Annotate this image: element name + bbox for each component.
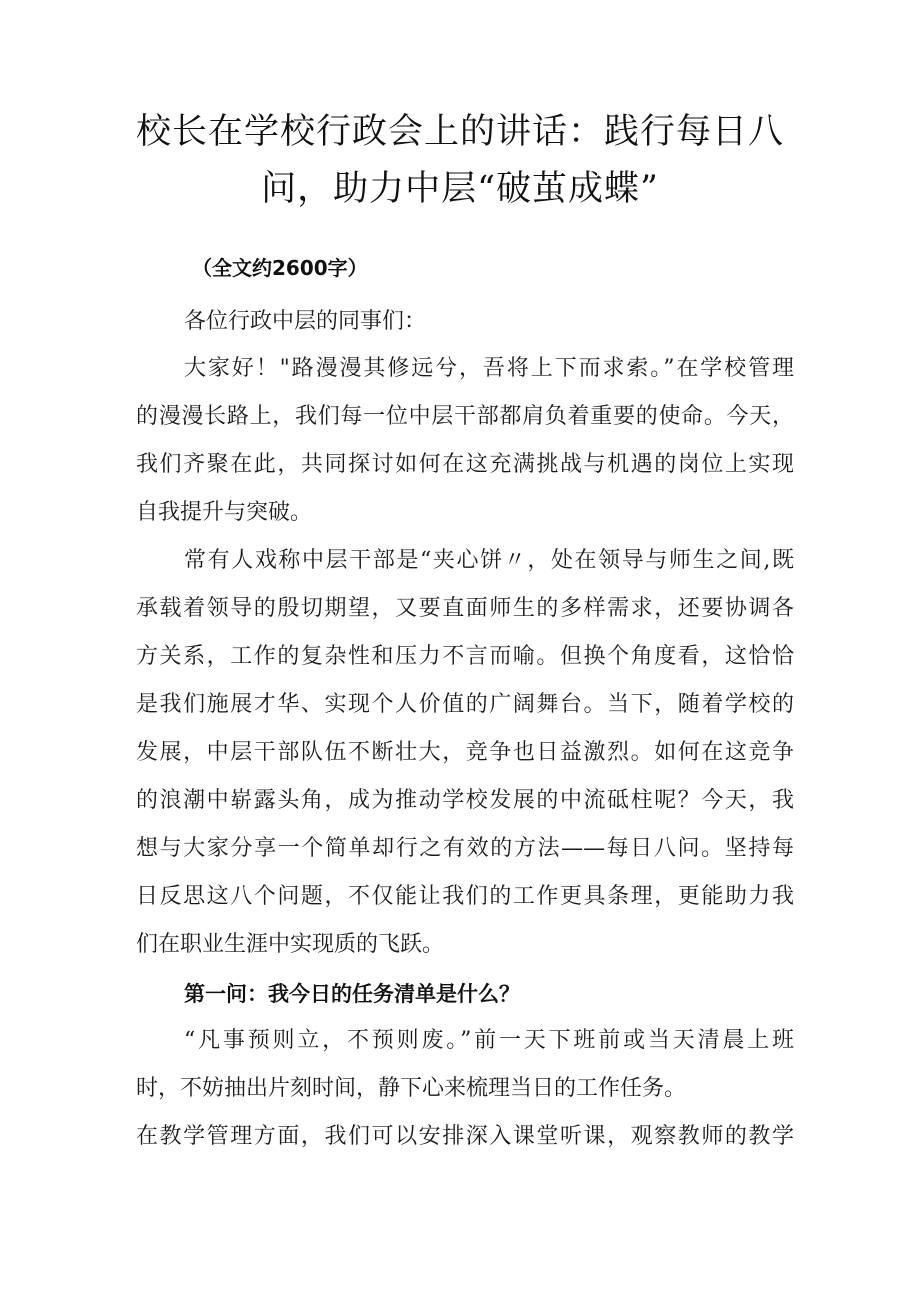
paragraph-line: 们在职业生涯中实现质的飞跃。 (136, 932, 445, 957)
paragraph-line: 在教学管理方面，我们可以安排深入课堂听课，观察教师的教学 (136, 1124, 794, 1149)
paragraph-line: 常有人戏称中层干部是“夹心饼〃，处在领导与师生之间,既 (184, 548, 794, 573)
paragraph-line: 日反思这八个问题，不仅能让我们的工作更具条理，更能助力我 (136, 884, 794, 909)
paragraph-line: 发展，中层干部队伍不断壮大，竞争也日益激烈。如何在这竞争 (136, 740, 794, 765)
paragraph-line: 方关系，工作的复杂性和压力不言而喻。但换个角度看，这恰恰 (136, 644, 794, 669)
paragraph-line: 大家好！"路漫漫其修远兮，吾将上下而求索。”在学校管理 (184, 356, 794, 381)
paragraph-line: “凡事预则立，不预则废。”前一天下班前或当天清晨上班 (184, 1028, 794, 1053)
title-line-1: 校长在学校行政会上的讲话：践行每日八 (135, 112, 784, 152)
paragraph-line: 自我提升与突破。 (136, 500, 313, 525)
length-note: （全文约2600字） (192, 256, 368, 280)
title-line-2: 问，助力中层“破茧成蝶” (261, 169, 659, 209)
section-heading: 第一问：我今日的任务清单是什么？ (184, 982, 520, 1006)
paragraph-line: 我们齐聚在此，共同探讨如何在这充满挑战与机遇的岗位上实现 (136, 452, 794, 477)
paragraph-line: 的浪潮中崭露头角，成为推动学校发展的中流砥柱呢？今天，我 (136, 788, 794, 813)
paragraph-line: 想与大家分享一个简单却行之有效的方法——每日八问。坚持每 (136, 836, 794, 861)
document-title (120, 104, 800, 218)
paragraph-line: 时，不妨抽出片刻时间，静下心来梳理当日的工作任务。 (136, 1076, 687, 1101)
paragraph-line: 承载着领导的殷切期望，又要直面师生的多样需求，还要协调各 (136, 596, 794, 621)
salutation: 各位行政中层的同事们： (184, 309, 427, 334)
paragraph-line: 是我们施展才华、实现个人价值的广阔舞台。当下，随着学校的 (136, 692, 794, 717)
paragraph-line: 的漫漫长路上，我们每一位中层干部都肩负着重要的使命。今天， (136, 404, 794, 429)
